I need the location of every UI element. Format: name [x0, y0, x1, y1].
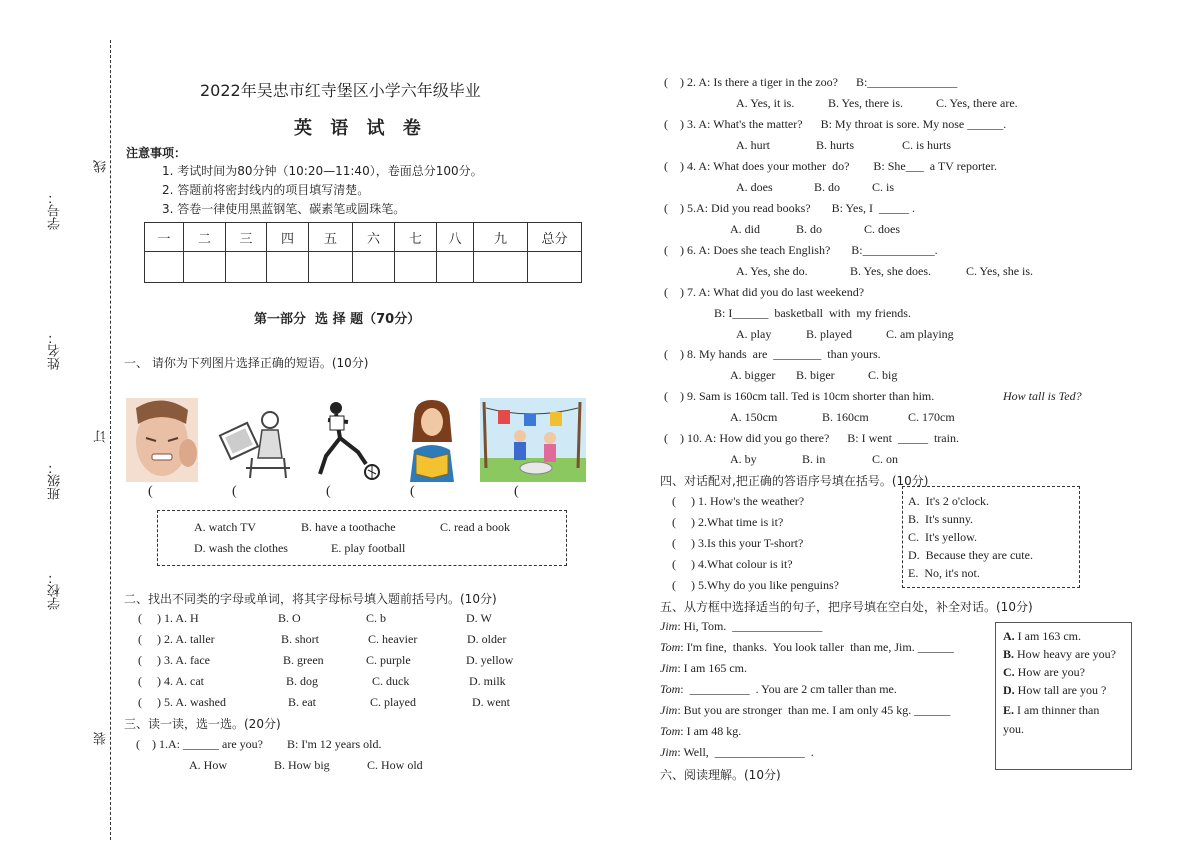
- option: D. older: [467, 632, 507, 646]
- option: A. How: [189, 758, 227, 772]
- dialogue-line: Tom: __________ . You are 2 cm taller than me.: [660, 682, 897, 696]
- phrase-options-box: [157, 510, 567, 566]
- option: C. b: [366, 611, 387, 625]
- option: B. 160cm: [822, 410, 869, 424]
- option: B. green: [283, 653, 324, 667]
- answer-paren[interactable]: (: [514, 484, 519, 499]
- phrase-option: A. watch TV: [194, 520, 257, 534]
- option: B. Yes, there is.: [828, 96, 904, 110]
- option: B. Yes, she does.: [850, 264, 932, 278]
- option: B. hurts: [816, 138, 855, 152]
- question-stem: ( ) 8. My hands are ________ than yours.: [664, 347, 881, 361]
- question-stem: ( ) 1. How's the weather?: [672, 494, 805, 508]
- question-stem: ( ) 5.Why do you like penguins?: [672, 578, 839, 592]
- seal-char-zhuang: 装: [94, 732, 109, 745]
- option: C. is hurts: [902, 138, 952, 152]
- option: A. hurt: [736, 138, 770, 152]
- question-stem: ( ) 6. A: Does she teach English? B:____________.: [664, 243, 938, 257]
- sentence-option: B. How heavy are you?: [1003, 647, 1116, 661]
- score-header: 六: [353, 223, 395, 252]
- question-stem: ( ) 4.What colour is it?: [672, 557, 793, 571]
- score-cell[interactable]: [226, 252, 267, 283]
- sentence-option: C. How are you?: [1003, 665, 1085, 679]
- score-cell[interactable]: [184, 252, 226, 283]
- answer-option: A. It's 2 o'clock.: [908, 494, 989, 508]
- exam-subtitle: 英 语 试 卷: [294, 118, 427, 139]
- option: A. did: [730, 222, 760, 236]
- question-stem: ( ) 5. A. washed: [138, 695, 226, 709]
- exam-title: 2022年吴忠市红寺堡区小学六年级毕业: [200, 81, 481, 100]
- score-cell[interactable]: [528, 252, 582, 283]
- answer-paren[interactable]: (: [410, 484, 415, 499]
- seal-char-line: 线: [94, 160, 109, 173]
- answer-paren[interactable]: (: [148, 484, 153, 499]
- section4-title: 四、对话配对,把正确的答语序号填在括号。(10分): [660, 474, 929, 488]
- score-header: 八: [437, 223, 474, 252]
- option: C. on: [872, 452, 899, 466]
- dialogue-line: Jim: Well, _______________ .: [660, 745, 814, 759]
- phrase-option: B. have a toothache: [301, 520, 396, 534]
- answer-option: C. It's yellow.: [908, 530, 978, 544]
- question-stem: ( ) 5.A: Did you read books? B: Yes, I _____ .: [664, 201, 915, 215]
- option: A. by: [730, 452, 757, 466]
- section3-title: 三、读一读，选一选。(20分): [124, 717, 281, 731]
- question-stem: ( ) 4. A: What does your mother do? B: She___ a TV reporter.: [664, 159, 997, 173]
- option: B. eat: [288, 695, 316, 709]
- section6-title: 六、阅读理解。(10分): [660, 768, 781, 782]
- option: C. am playing: [886, 327, 954, 341]
- option: A. play: [736, 327, 772, 341]
- student-number-label: 学号：: [48, 191, 63, 230]
- dialogue-line: Jim: But you are stronger than me. I am only 45 kg. ______: [660, 703, 951, 717]
- section1-title: 一、 请你为下列图片选择正确的短语。(10分): [124, 356, 369, 370]
- wash-clothes-picture: [480, 398, 586, 482]
- option: D. W: [466, 611, 492, 625]
- option: B. do: [796, 222, 823, 236]
- question-stem: ( ) 9. Sam is 160cm tall. Ted is 10cm shorter than him.: [664, 389, 935, 403]
- question-stem: ( ) 2. A: Is there a tiger in the zoo? B:_______________: [664, 75, 958, 89]
- score-table: [144, 222, 582, 283]
- option: B. played: [806, 327, 852, 341]
- option: B. in: [802, 452, 826, 466]
- note-item: 2. 答题前将密封线内的项目填写清楚。: [162, 183, 370, 197]
- question-stem: ( ) 4. A. cat: [138, 674, 204, 688]
- option: B. How big: [274, 758, 330, 772]
- question-stem: ( ) 10. A: How did you go there? B: I went _____ train.: [664, 431, 959, 445]
- score-cell[interactable]: [267, 252, 309, 283]
- question-stem: ( ) 1.A: ______ are you? B: I'm 12 years old.: [136, 737, 382, 751]
- phrase-option: E. play football: [331, 541, 406, 555]
- student-name-label: 姓名：: [48, 331, 63, 370]
- option: B. short: [281, 632, 320, 646]
- option: C. played: [370, 695, 416, 709]
- score-header: 总分: [528, 223, 582, 252]
- option: C. duck: [372, 674, 410, 688]
- question-stem: ( ) 2.What time is it?: [672, 515, 784, 529]
- read-book-picture: [404, 398, 460, 482]
- option: B. do: [814, 180, 841, 194]
- score-header: 五: [309, 223, 353, 252]
- option: C. is: [872, 180, 895, 194]
- option: C. heavier: [368, 632, 418, 646]
- option: A. 150cm: [730, 410, 778, 424]
- option: C. 170cm: [908, 410, 955, 424]
- score-cell[interactable]: [145, 252, 184, 283]
- class-label: 班级：: [48, 461, 63, 500]
- question-stem: ( ) 7. A: What did you do last weekend?: [664, 285, 865, 299]
- score-header: 一: [145, 223, 184, 252]
- option: A. bigger: [730, 368, 776, 382]
- option: B. O: [278, 611, 301, 625]
- question-italic: How tall is Ted?: [1003, 389, 1082, 403]
- score-header: 七: [395, 223, 437, 252]
- option: D. milk: [469, 674, 506, 688]
- notes-heading: 注意事项：: [126, 146, 187, 160]
- question-stem: ( ) 1. A. H: [138, 611, 199, 625]
- question-stem: ( ) 3. A. face: [138, 653, 210, 667]
- option: C. does: [864, 222, 900, 236]
- sentence-option: D. How tall are you ?: [1003, 683, 1107, 697]
- seal-char-ding: 订: [94, 430, 109, 443]
- section2-title: 二、找出不同类的字母或单词，将其字母标号填入题前括号内。(10分): [124, 592, 497, 606]
- option: C. Yes, she is.: [966, 264, 1034, 278]
- phrase-option: D. wash the clothes: [194, 541, 288, 555]
- sentence-option: E. I am thinner than you.: [1003, 703, 1100, 736]
- answer-option: E. No, it's not.: [908, 566, 980, 580]
- dialogue-line: Tom: I'm fine, thanks. You look taller than me, Jim. ______: [660, 640, 954, 654]
- option: C. How old: [367, 758, 423, 772]
- part1-title: 第一部分 选 择 题（70分）: [254, 312, 421, 327]
- toothache-picture: [126, 398, 198, 482]
- score-cell[interactable]: [309, 252, 353, 283]
- option: D. went: [472, 695, 510, 709]
- sentence-option: A. I am 163 cm.: [1003, 629, 1081, 643]
- section5-title: 五、从方框中选择适当的句子，把序号填在空白处，补全对话。(10分): [660, 600, 1033, 614]
- score-header: 三: [226, 223, 267, 252]
- question-stem: B: I______ basketball with my friends.: [714, 306, 911, 320]
- play-football-picture: [306, 398, 382, 482]
- dialogue-line: Jim: I am 165 cm.: [660, 661, 747, 675]
- school-label: 学校：: [48, 571, 63, 610]
- option: A. Yes, it is.: [736, 96, 795, 110]
- option: C. big: [868, 368, 898, 382]
- option: B. dog: [286, 674, 319, 688]
- phrase-option: C. read a book: [440, 520, 510, 534]
- dialogue-line: Jim: Hi, Tom. _______________: [660, 619, 823, 633]
- score-cell[interactable]: [353, 252, 395, 283]
- score-header: 九: [474, 223, 528, 252]
- option: C. Yes, there are.: [936, 96, 1018, 110]
- option: C. purple: [366, 653, 411, 667]
- score-cell[interactable]: [395, 252, 437, 283]
- dialogue-line: Tom: I am 48 kg.: [660, 724, 742, 738]
- score-cell[interactable]: [437, 252, 474, 283]
- watch-tv-picture: [216, 398, 298, 482]
- answer-paren[interactable]: (: [232, 484, 237, 499]
- question-stem: ( ) 3.Is this your T-short?: [672, 536, 804, 550]
- question-stem: ( ) 2. A. taller: [138, 632, 215, 646]
- note-item: 3. 答卷一律使用黑蓝钢笔、碳素笔或圆珠笔。: [162, 202, 406, 216]
- answer-option: B. It's sunny.: [908, 512, 974, 526]
- option: A. does: [736, 180, 773, 194]
- score-cell[interactable]: [474, 252, 528, 283]
- option: B. biger: [796, 368, 835, 382]
- option: D. yellow: [466, 653, 514, 667]
- note-item: 1. 考试时间为80分钟（10:20—11:40），卷面总分100分。: [162, 164, 483, 178]
- option: A. Yes, she do.: [736, 264, 808, 278]
- score-header: 二: [184, 223, 226, 252]
- question-stem: ( ) 3. A: What's the matter? B: My throat is sore. My nose ______.: [664, 117, 1007, 131]
- answer-paren[interactable]: (: [326, 484, 331, 499]
- score-header: 四: [267, 223, 309, 252]
- answer-option: D. Because they are cute.: [908, 548, 1033, 562]
